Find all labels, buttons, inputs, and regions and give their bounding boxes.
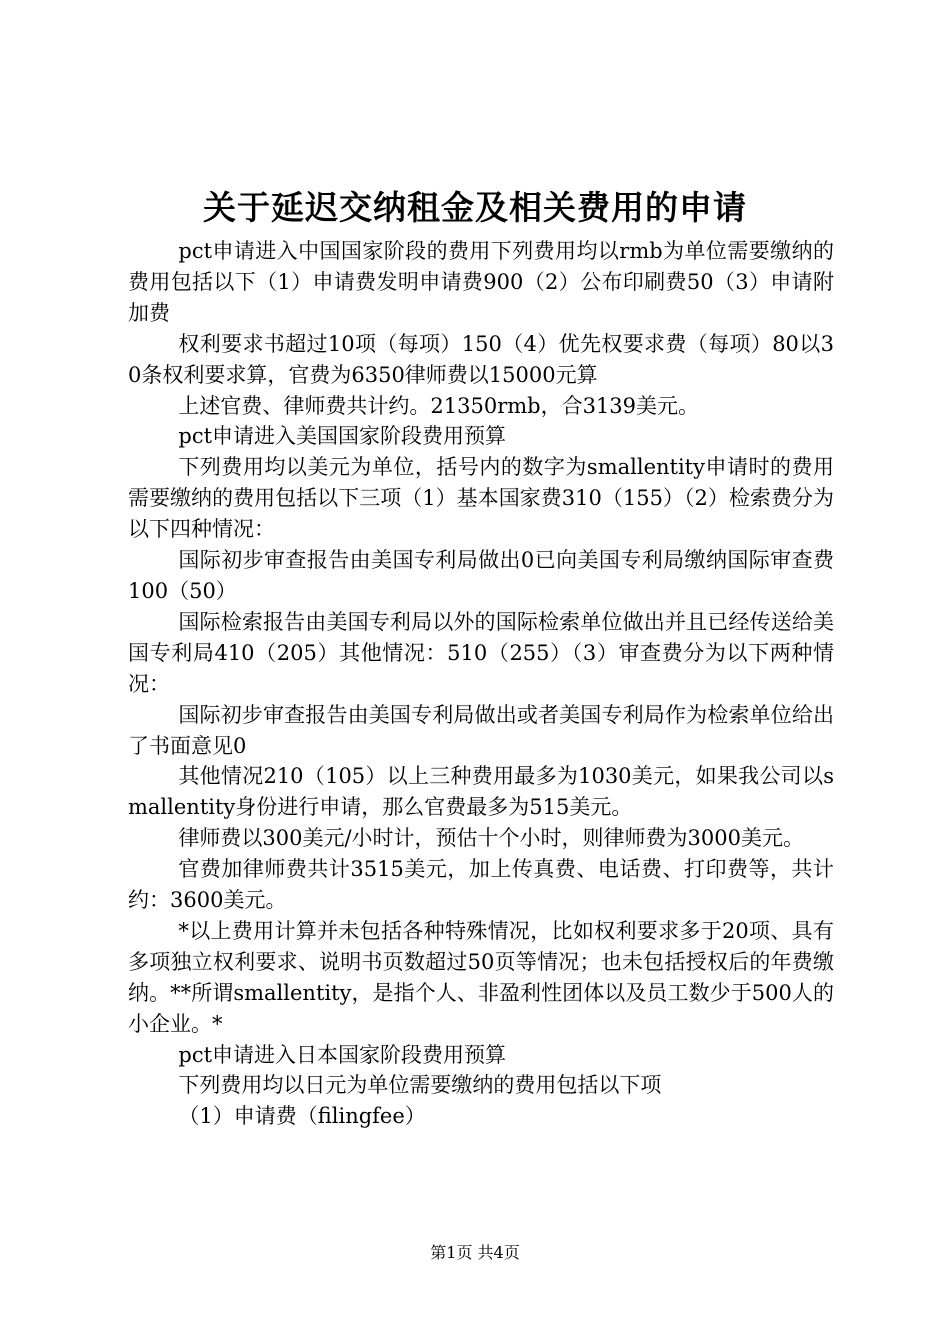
paragraph: 上述官费、律师费共计约。21350rmb，合3139美元。 bbox=[178, 393, 700, 418]
paragraph: 下列费用均以美元为单位，括号内的数字为smallentity申请时的费用需要缴纳的费用包括以下三项（1）基本国家费310（155）（2）检索费分为以下四种情况： bbox=[128, 455, 834, 542]
paragraph: pct申请进入日本国家阶段费用预算 bbox=[178, 1042, 507, 1067]
document-body bbox=[128, 236, 834, 1132]
paragraph: 律师费以300美元/小时计，预估十个小时，则律师费为3000美元。 bbox=[178, 826, 804, 851]
document-title: 关于延迟交纳租金及相关费用的申请 bbox=[203, 188, 747, 227]
paragraph: 国际初步审查报告由美国专利局做出0已向美国专利局缴纳国际审查费100（50） bbox=[128, 548, 834, 603]
paragraph: 下列费用均以日元为单位需要缴纳的费用包括以下项 bbox=[178, 1073, 662, 1098]
page-number: 第1页 bbox=[430, 1243, 473, 1262]
paragraph: 国际初步审查报告由美国专利局做出或者美国专利局作为检索单位给出了书面意见0 bbox=[128, 702, 834, 758]
paragraph: 其他情况210（105）以上三种费用最多为1030美元，如果我公司以smallentity身份进行申请，那么官费最多为515美元。 bbox=[128, 764, 834, 820]
page-total: 共4页 bbox=[477, 1243, 520, 1262]
page-footer bbox=[0, 1241, 950, 1265]
paragraph: 官费加律师费共计3515美元，加上传真费、电话费、打印费等，共计约：3600美元。 bbox=[128, 857, 834, 913]
paragraph: 权利要求书超过10项（每项）150（4）优先权要求费（每项）80以30条权利要求算，官费为6350律师费以15000元算 bbox=[128, 331, 834, 387]
paragraph: pct申请进入中国国家阶段的费用下列费用均以rmb为单位需要缴纳的费用包括以下（1）申请费发明申请费900（2）公布印刷费50（3）申请附加费 bbox=[128, 239, 834, 325]
paragraph: pct申请进入美国国家阶段费用预算 bbox=[178, 424, 507, 449]
paragraph: （1）申请费（filingfee） bbox=[178, 1104, 426, 1129]
paragraph: 国际检索报告由美国专利局以外的国际检索单位做出并且已经传送给美国专利局410（205）其他情况：510（255）（3）审查费分为以下两种情况： bbox=[128, 609, 834, 696]
paragraph: *以上费用计算并未包括各种特殊情况，比如权利要求多于20项、具有多项独立权利要求、说明书页数超过50页等情况；也未包括授权后的年费缴纳。**所谓smallentity，是指个人、非盈利性团体以及员工数少于500人的小企业。* bbox=[128, 918, 834, 1036]
